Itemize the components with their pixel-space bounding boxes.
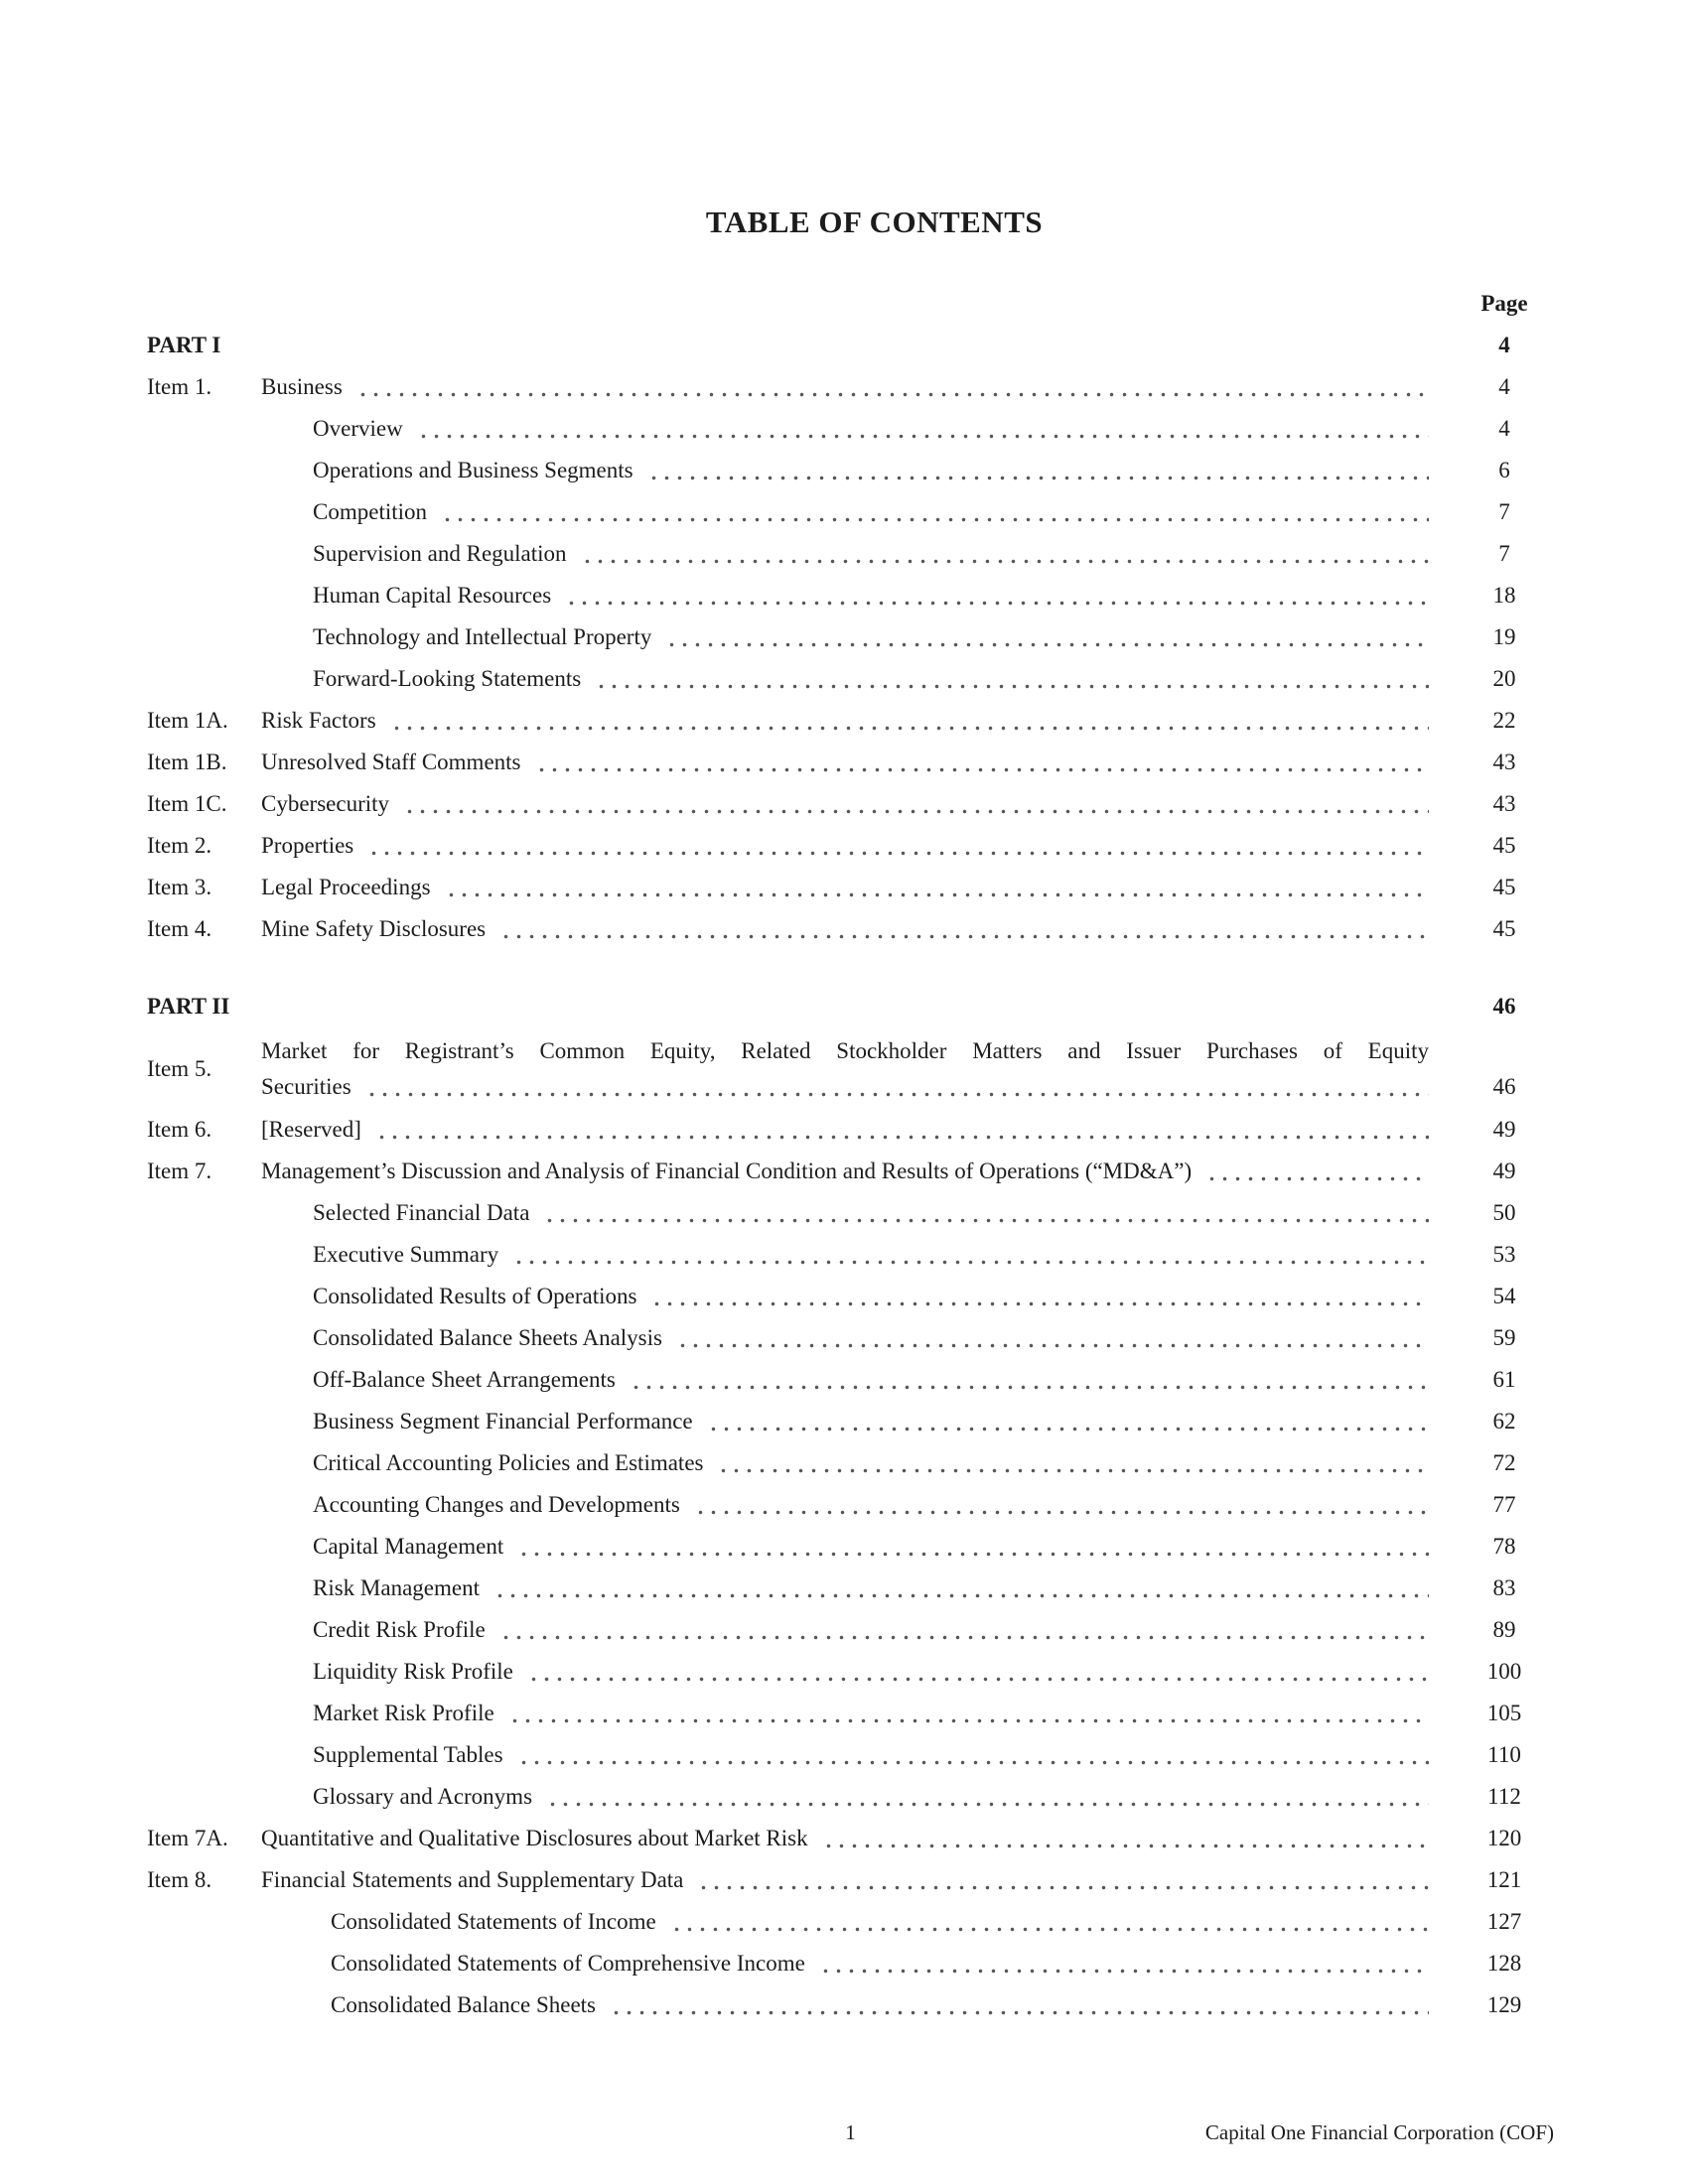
toc-page-number: 53 <box>1492 1242 1516 1267</box>
toc-row <box>147 491 1554 533</box>
toc-entry-link[interactable]: Risk Factors <box>261 708 376 733</box>
toc-entry-link[interactable]: Business <box>261 374 343 399</box>
dot-leader <box>363 825 1429 867</box>
toc-page-number: 7 <box>1498 499 1510 524</box>
dot-leader <box>513 1526 1429 1568</box>
dot-leader <box>561 575 1429 616</box>
toc-entry-link[interactable]: Management’s Discussion and Analysis of Financial Condition and Results of Operations (“MD&A”) <box>261 1159 1193 1183</box>
toc-entry <box>261 658 1455 700</box>
toc-entry-link[interactable]: Securities <box>261 1074 352 1099</box>
toc-row <box>147 1276 1554 1317</box>
toc-row <box>147 1609 1554 1651</box>
toc-item-label: Item 1C. <box>147 791 227 816</box>
toc-row <box>147 1442 1554 1484</box>
toc-page-number: 61 <box>1492 1367 1516 1392</box>
toc-entry-link[interactable]: Operations and Business Segments <box>313 458 633 482</box>
toc-entry-link[interactable]: Mine Safety Disclosures <box>261 916 487 941</box>
toc-entry <box>261 1401 1455 1442</box>
toc-entry <box>261 1526 1455 1568</box>
dot-leader <box>690 1484 1429 1526</box>
dot-leader <box>495 1609 1429 1651</box>
toc-page-number: 112 <box>1487 1784 1521 1809</box>
toc-part-title: PART II <box>147 994 230 1019</box>
toc-entry-link[interactable]: Risk Management <box>313 1575 480 1600</box>
toc-entry-link[interactable]: Glossary and Acronyms <box>313 1784 533 1809</box>
toc-entry <box>261 825 1455 867</box>
toc-entry-link[interactable]: Accounting Changes and Developments <box>313 1492 680 1517</box>
toc-entry-link[interactable]: Properties <box>261 833 354 858</box>
toc-entry-link[interactable]: Business Segment Financial Performance <box>313 1409 693 1433</box>
toc-page-number: 46 <box>1492 1074 1516 1099</box>
toc-row <box>147 908 1554 950</box>
toc-entry <box>261 1033 1455 1105</box>
toc-item-label: Item 7. <box>147 1159 212 1183</box>
toc-entry <box>261 1484 1455 1526</box>
toc-entry <box>261 867 1455 908</box>
page-title: TABLE OF CONTENTS <box>705 205 1044 239</box>
toc-row <box>147 1943 1554 1984</box>
toc-row <box>147 783 1554 825</box>
toc-item-label: Item 3. <box>147 875 212 899</box>
toc-page-number: 49 <box>1492 1159 1516 1183</box>
toc-entry-link[interactable]: Technology and Intellectual Property <box>313 624 652 649</box>
toc-entry-link[interactable]: Market for Registrant’s Common Equity, Related Stockholder Matters and Issuer Purchases of Equity <box>261 1038 1429 1063</box>
toc-page-number: 127 <box>1486 1909 1522 1934</box>
toc-row <box>147 1568 1554 1609</box>
page-column-header: Page <box>1480 291 1528 316</box>
toc-page-number: 18 <box>1492 583 1516 608</box>
toc-item-label: Item 4. <box>147 916 212 941</box>
toc-page-number: 46 <box>1492 994 1516 1019</box>
dot-leader <box>513 1734 1429 1776</box>
toc-row <box>147 1109 1554 1151</box>
toc-row <box>147 1192 1554 1234</box>
toc-page-number: 78 <box>1492 1534 1516 1559</box>
toc-item-label: Item 7A. <box>147 1826 228 1850</box>
toc-entry <box>261 1693 1455 1734</box>
toc-entry <box>261 1818 1455 1859</box>
toc-page-number: 45 <box>1492 833 1516 858</box>
dot-leader <box>399 783 1429 825</box>
dot-leader <box>413 408 1429 450</box>
toc-entry-link[interactable]: Overview <box>313 416 403 441</box>
dot-leader <box>693 1859 1429 1901</box>
toc-page-number: 89 <box>1492 1617 1516 1642</box>
toc-entry <box>261 1276 1455 1317</box>
toc-page-number: 121 <box>1486 1867 1522 1892</box>
toc-entry-link[interactable]: Cybersecurity <box>261 791 390 816</box>
toc-page-number: 7 <box>1498 541 1510 566</box>
toc-page-number: 45 <box>1492 875 1516 899</box>
toc-row <box>147 1734 1554 1776</box>
toc-page-number: 43 <box>1492 791 1516 816</box>
toc-page-number: 50 <box>1492 1200 1516 1225</box>
toc-row <box>147 1984 1554 2026</box>
toc-page-number: 4 <box>1498 333 1510 357</box>
toc-page-number: 6 <box>1498 458 1510 482</box>
toc-entry <box>261 616 1455 658</box>
toc-entry-link[interactable]: Human Capital Resources <box>313 583 552 608</box>
page-footer <box>147 2120 1554 2146</box>
footer-company: Capital One Financial Corporation (COF) <box>1204 2120 1554 2144</box>
toc-entry-link[interactable]: Supervision and Regulation <box>313 541 567 566</box>
toc-row <box>147 616 1554 658</box>
toc-row <box>147 1484 1554 1526</box>
toc-page-number: 129 <box>1486 1992 1522 2017</box>
dot-leader <box>437 491 1429 533</box>
toc-row <box>147 1693 1554 1734</box>
toc-entry <box>261 408 1455 450</box>
toc-page-number: 105 <box>1486 1701 1522 1725</box>
toc-page-number: 100 <box>1486 1659 1522 1684</box>
dot-leader <box>386 700 1429 742</box>
dot-leader <box>371 1109 1429 1151</box>
toc-content <box>147 204 1554 2026</box>
toc-item-label: Item 5. <box>147 1056 212 1081</box>
toc-entry-link[interactable]: Legal Proceedings <box>261 875 431 899</box>
toc-row <box>147 1776 1554 1818</box>
toc-entry <box>261 1317 1455 1359</box>
dot-leader <box>818 1818 1429 1859</box>
dot-leader <box>495 908 1429 950</box>
toc-entry <box>261 700 1455 742</box>
toc-entry-link[interactable]: Consolidated Statements of Comprehensive Income <box>331 1951 805 1976</box>
toc-entry <box>261 1192 1455 1234</box>
toc-row <box>147 1818 1554 1859</box>
toc-row <box>147 1859 1554 1901</box>
toc-row <box>147 742 1554 783</box>
toc-row <box>147 533 1554 575</box>
toc-item-label: Item 2. <box>147 833 212 858</box>
dot-leader <box>646 1276 1429 1317</box>
toc-page-number: 45 <box>1492 916 1516 941</box>
toc-row <box>147 1151 1554 1192</box>
toc-entry <box>261 783 1455 825</box>
toc-part-title: PART I <box>147 333 221 357</box>
toc-entry <box>261 1901 1455 1943</box>
toc-entry <box>261 1609 1455 1651</box>
toc-entry-link[interactable]: Consolidated Results of Operations <box>313 1284 637 1308</box>
toc-list <box>147 325 1554 2026</box>
dot-leader <box>508 1234 1429 1276</box>
toc-entry <box>261 1984 1455 2026</box>
toc-page-number: 22 <box>1492 708 1516 733</box>
toc-row <box>147 408 1554 450</box>
page-column-header-row <box>147 283 1554 325</box>
toc-entry <box>261 1442 1455 1484</box>
toc-entry-link[interactable]: Competition <box>313 499 427 524</box>
toc-entry-link[interactable]: Market Risk Profile <box>313 1701 494 1725</box>
dot-leader <box>504 1693 1429 1734</box>
toc-entry <box>261 1234 1455 1276</box>
toc-row-part <box>147 986 1554 1027</box>
toc-entry <box>261 533 1455 575</box>
dot-leader <box>1201 1151 1429 1192</box>
toc-row <box>147 867 1554 908</box>
toc-page-number: 83 <box>1492 1575 1516 1600</box>
dot-leader <box>542 1776 1429 1818</box>
toc-page-number: 4 <box>1498 416 1510 441</box>
toc-page-number: 19 <box>1492 624 1516 649</box>
toc-entry <box>261 742 1455 783</box>
footer-page-number: 1 <box>845 2120 856 2144</box>
toc-page-number: 128 <box>1486 1951 1522 1976</box>
toc-entry <box>261 491 1455 533</box>
dot-leader <box>490 1568 1429 1609</box>
toc-row <box>147 1234 1554 1276</box>
dot-leader <box>441 867 1429 908</box>
toc-row <box>147 450 1554 491</box>
toc-item-label: Item 1A. <box>147 708 228 733</box>
toc-entry-line2 <box>261 1069 1429 1105</box>
toc-entry <box>261 908 1455 950</box>
toc-page-number: 49 <box>1492 1117 1516 1142</box>
toc-item-label: Item 1B. <box>147 750 227 774</box>
dot-leader <box>361 1069 1429 1105</box>
dot-leader <box>815 1943 1429 1984</box>
toc-row <box>147 1359 1554 1401</box>
toc-entry <box>261 1776 1455 1818</box>
toc-entry-link[interactable]: Critical Accounting Policies and Estimates <box>313 1450 704 1475</box>
dot-leader <box>539 1192 1429 1234</box>
dot-leader <box>626 1359 1429 1401</box>
toc-entry-link[interactable]: Selected Financial Data <box>313 1200 530 1225</box>
dot-leader <box>531 742 1430 783</box>
toc-row-part <box>147 325 1554 366</box>
toc-row <box>147 825 1554 867</box>
toc-row <box>147 1901 1554 1943</box>
toc-entry-link[interactable]: Consolidated Balance Sheets <box>331 1992 596 2017</box>
dot-leader <box>523 1651 1429 1693</box>
toc-entry <box>261 1359 1455 1401</box>
toc-item-label: Item 6. <box>147 1117 212 1142</box>
toc-entry-link[interactable]: Supplemental Tables <box>313 1742 503 1767</box>
toc-row <box>147 366 1554 408</box>
toc-entry-link[interactable]: Consolidated Statements of Income <box>331 1909 656 1934</box>
dot-leader <box>661 616 1429 658</box>
header-spacer <box>147 283 261 325</box>
toc-row <box>147 1317 1554 1359</box>
toc-row <box>147 1526 1554 1568</box>
toc-page-number: 4 <box>1498 374 1510 399</box>
toc-entry <box>261 450 1455 491</box>
toc-item-label: Item 1. <box>147 374 212 399</box>
toc-page-number: 43 <box>1492 750 1516 774</box>
toc-entry <box>261 1943 1455 1984</box>
toc-entry <box>261 366 1455 408</box>
toc-page-number: 120 <box>1486 1826 1522 1850</box>
toc-entry-link[interactable]: Quantitative and Qualitative Disclosures about Market Risk <box>261 1826 808 1850</box>
toc-entry <box>261 1109 1455 1151</box>
toc-row <box>147 575 1554 616</box>
toc-entry <box>261 1568 1455 1609</box>
toc-entry-link[interactable]: Unresolved Staff Comments <box>261 750 521 774</box>
dot-leader <box>577 533 1429 575</box>
dot-leader <box>713 1442 1429 1484</box>
dot-leader <box>352 366 1429 408</box>
dot-leader <box>672 1317 1429 1359</box>
dot-leader <box>606 1984 1429 2026</box>
toc-entry-link[interactable]: Liquidity Risk Profile <box>313 1659 513 1684</box>
dot-leader <box>643 450 1429 491</box>
toc-entry <box>261 1734 1455 1776</box>
toc-entry-link[interactable]: [Reserved] <box>261 1117 361 1142</box>
toc-entry <box>261 1859 1455 1901</box>
toc-page-number: 77 <box>1492 1492 1516 1517</box>
toc-page-number: 72 <box>1492 1450 1516 1475</box>
dot-leader <box>666 1901 1429 1943</box>
toc-page-number: 62 <box>1492 1409 1516 1433</box>
toc-row <box>147 700 1554 742</box>
toc-entry <box>261 575 1455 616</box>
toc-page-number: 54 <box>1492 1284 1516 1308</box>
toc-page-number: 59 <box>1492 1325 1516 1350</box>
dot-leader <box>591 658 1429 700</box>
toc-entry <box>261 1651 1455 1693</box>
toc-page-number: 110 <box>1487 1742 1521 1767</box>
toc-row <box>147 1401 1554 1442</box>
header-spacer <box>261 283 1455 325</box>
toc-row <box>147 1033 1554 1105</box>
toc-item-label: Item 8. <box>147 1867 212 1892</box>
toc-page-number: 20 <box>1492 666 1516 691</box>
toc-entry-link[interactable]: Consolidated Balance Sheets Analysis <box>313 1325 662 1350</box>
toc-row <box>147 658 1554 700</box>
toc-entry-link[interactable]: Capital Management <box>313 1534 504 1559</box>
toc-entry-link[interactable]: Off-Balance Sheet Arrangements <box>313 1367 616 1392</box>
toc-entry-link[interactable]: Credit Risk Profile <box>313 1617 486 1642</box>
toc-entry-link[interactable]: Forward-Looking Statements <box>313 666 582 691</box>
dot-leader <box>703 1401 1429 1442</box>
toc-row <box>147 1651 1554 1693</box>
toc-entry <box>261 1151 1455 1192</box>
toc-entry-link[interactable]: Financial Statements and Supplementary Data <box>261 1867 684 1892</box>
toc-entry-link[interactable]: Executive Summary <box>313 1242 499 1267</box>
